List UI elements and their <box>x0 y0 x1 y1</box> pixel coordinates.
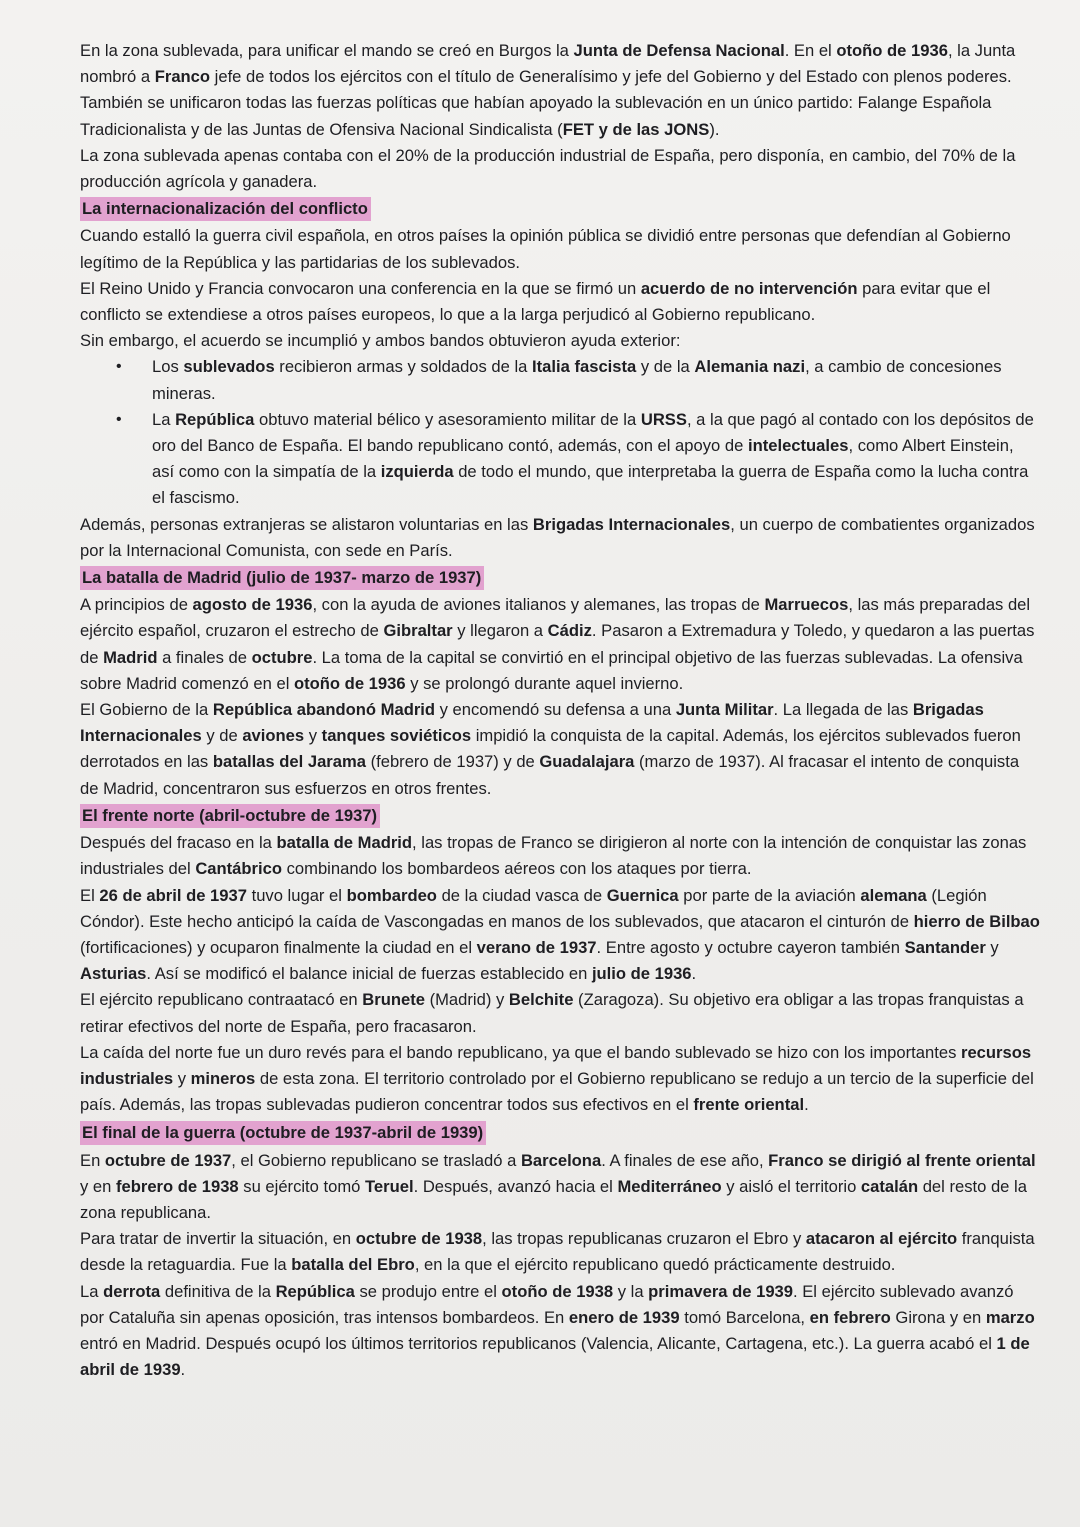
bold-term: verano de 1937 <box>476 937 597 957</box>
bold-term: 26 de abril de 1937 <box>99 885 247 905</box>
bold-term: mineros <box>190 1068 256 1088</box>
bold-term: Italia fascista <box>532 357 637 377</box>
bullet-icon: • <box>116 358 122 376</box>
norte-paragraph-3: El ejército republicano contraatacó en Brunete (Madrid) y Belchite (Zaragoza). Su objetivo era obligar a las tropas franquistas a retirar efectivos del norte de España, pero fracasaron. <box>80 990 1024 1036</box>
bold-term: enero de 1939 <box>568 1307 680 1327</box>
bold-term: sublevados <box>183 357 275 377</box>
bold-term: octubre <box>251 647 313 667</box>
bold-term: agosto de 1936 <box>192 595 313 615</box>
bold-term: batalla del Ebro <box>291 1255 415 1275</box>
internacionalizacion-paragraph-4: Además, personas extranjeras se alistaron voluntarias en las Brigadas Internacionales, un cuerpo de combatientes organizados por la Internacional Comunista, con sede en París. <box>80 514 1035 560</box>
bold-term: Alemania nazi <box>694 357 806 377</box>
bold-term: Marruecos <box>764 595 849 615</box>
section-heading-internacionalizacion <box>80 196 1040 222</box>
bold-term: bombardeo <box>346 885 437 905</box>
bold-term: Cantábrico <box>195 859 282 879</box>
list-item <box>80 407 1040 512</box>
bold-term: Belchite <box>508 990 574 1010</box>
final-paragraph-2: Para tratar de invertir la situación, en octubre de 1938, las tropas republicanas cruzaron el Ebro y atacaron al ejército franquista desde la retaguardia. Fue la batalla del Ebro, en la que el ejército republicano quedó prácticamente destruido. <box>80 1229 1035 1275</box>
bold-term: aviones <box>242 726 305 746</box>
internacionalizacion-paragraph-3: Sin embargo, el acuerdo se incumplió y ambos bandos obtuvieron ayuda exterior: <box>80 331 681 351</box>
bold-term: Junta de Defensa Nacional <box>573 41 785 60</box>
bold-term: octubre de 1937 <box>104 1150 232 1170</box>
bullet-icon: • <box>116 410 122 428</box>
bold-term: Franco <box>154 67 211 87</box>
bold-term: República <box>275 1281 355 1301</box>
bold-term: Santander <box>904 937 986 957</box>
bullet-text-republica: La República obtuvo material bélico y asesoramiento militar de la URSS, a la que pagó al contado con los depósitos de oro del Banco de España. El bando republicano contó, además, con el apoyo de intelectuales, como Albert Einstein, así como con la simpatía de la izquierda de todo el mundo, que interpretaba la guerra de España como la lucha contra el fascismo. <box>152 409 1034 508</box>
bold-term: primavera de 1939 <box>648 1281 794 1301</box>
bold-term: Barcelona <box>520 1150 602 1170</box>
bold-term: atacaron al ejército <box>805 1229 958 1249</box>
list-item <box>80 354 1040 406</box>
intro-paragraph-1: En la zona sublevada, para unificar el mando se creó en Burgos la Junta de Defensa Nacional. En el otoño de 1936, la Junta nombró a Franco jefe de todos los ejércitos con el título de Generalísimo y jefe del Gobierno y del Estado con plenos poderes. También se unificaron todas las fuerzas políticas que habían apoyado la sublevación en un único partido: Falange Española Tradicionalista y de las Juntas de Ofensiva Nacional Sindicalista (FET y de las JONS). <box>80 41 1016 139</box>
bold-term: 1 de abril de 1939 <box>80 1333 1030 1380</box>
ayuda-exterior-list <box>80 354 1040 511</box>
intro-paragraph-2: La zona sublevada apenas contaba con el 20% de la producción industrial de España, pero disponía, en cambio, del 70% de la producción agrícola y ganadera. <box>80 145 1016 192</box>
bold-term: Teruel <box>365 1176 414 1196</box>
norte-paragraph-4: La caída del norte fue un duro revés para el bando republicano, ya que el bando sublevado se hizo con los importantes recursos industriales y mineros de esta zona. El territorio controlado por el Gobierno republicano se redujo a un tercio de la superficie del país. Además, las tropas sublevadas pudieron concentrar todos sus efectivos en el frente oriental. <box>80 1042 1034 1115</box>
final-paragraph-3: La derrota definitiva de la República se produjo entre el otoño de 1938 y la primavera de 1939. El ejército sublevado avanzó por Cataluña sin apenas oposición, tras intensos bombardeos. En enero de 1939 tomó Barcelona, en febrero Girona y en marzo entró en Madrid. Después ocupó los últimos territorios republicanos (Valencia, Alicante, Cartagena, etc.). La guerra acabó el 1 de abril de 1939. <box>80 1281 1035 1380</box>
document-body <box>80 38 1040 1383</box>
section-heading-madrid <box>80 565 1040 591</box>
bold-term: Franco <box>768 1150 824 1170</box>
bold-term: febrero de 1938 <box>115 1176 239 1196</box>
bold-term: catalán <box>860 1176 919 1196</box>
heading-internacionalizacion: La internacionalización del conflicto <box>80 197 371 221</box>
internacionalizacion-paragraph-1: Cuando estalló la guerra civil española, en otros países la opinión pública se dividió entre personas que defendían al Gobierno legítimo de la República y las partidarias de los sublevados. <box>80 226 1011 272</box>
bold-term: FET y de las JONS <box>562 119 710 139</box>
bold-term: izquierda <box>380 462 454 482</box>
madrid-paragraph-1: A principios de agosto de 1936, con la ayuda de aviones italianos y alemanes, las tropas de Marruecos, las más preparadas del ejército español, cruzaron el estrecho de Gibraltar y llegaron a Cádiz. Pasaron a Extremadura y Toledo, y quedaron a las puertas de Madrid a finales de octubre. La toma de la capital se convirtió en el principal objetivo de las fuerzas sublevadas. La ofensiva sobre Madrid comenzó en el otoño de 1936 y se prolongó durante aquel invierno. <box>80 595 1035 693</box>
bold-term: Asturias <box>80 964 147 984</box>
bold-term: Gibraltar <box>383 621 453 641</box>
heading-norte: El frente norte (abril-octubre de 1937) <box>80 804 380 828</box>
bold-term: recursos industriales <box>80 1042 1032 1088</box>
bold-term: Junta Militar <box>675 700 774 720</box>
bold-term: URSS <box>640 409 687 429</box>
bold-term: Brigadas Internacionales <box>80 700 984 746</box>
bold-term: intelectuales <box>747 436 849 456</box>
bold-term: derrota <box>103 1281 161 1301</box>
bold-term: batalla de Madrid <box>276 833 413 853</box>
bold-term: batallas del Jarama <box>212 752 366 772</box>
bold-term: Guadalajara <box>539 752 635 772</box>
bold-term: frente oriental <box>693 1095 805 1115</box>
bullet-text-sublevados: Los sublevados recibieron armas y soldados de la Italia fascista y de la Alemania nazi, a cambio de concesiones mineras. <box>152 357 1002 403</box>
bold-term: Mediterráneo <box>617 1176 722 1196</box>
bold-term: julio de 1936 <box>591 964 692 984</box>
norte-paragraph-1: Después del fracaso en la batalla de Madrid, las tropas de Franco se dirigieron al norte con la intención de conquistar las zonas industriales del Cantábrico combinando los bombardeos aéreos con los ataques por tierra. <box>80 833 1027 879</box>
bold-term: Brunete <box>362 990 425 1010</box>
bold-term: en febrero <box>809 1307 891 1327</box>
bold-term: otoño de 1938 <box>501 1281 614 1301</box>
bold-term: otoño de 1936 <box>294 673 406 693</box>
heading-madrid: La batalla de Madrid (julio de 1937- marzo de 1937) <box>80 566 484 590</box>
madrid-paragraph-2: El Gobierno de la República abandonó Madrid y encomendó su defensa a una Junta Militar. La llegada de las Brigadas Internacionales y de aviones y tanques soviéticos impidió la conquista de la capital. Además, los ejércitos sublevados fueron derrotados en las batallas del Jarama (febrero de 1937) y de Guadalajara (marzo de 1937). Al fracasar el intento de conquista de Madrid, concentraron sus esfuerzos en otros frentes. <box>80 700 1021 798</box>
section-heading-final <box>80 1120 1040 1146</box>
bold-term: se dirigió al frente oriental <box>828 1150 1036 1170</box>
bold-term: hierro de Bilbao <box>913 911 1040 931</box>
bold-term: Guernica <box>606 885 679 905</box>
bold-term: Madrid <box>103 647 158 667</box>
bold-term: República abandonó Madrid <box>212 700 436 720</box>
final-paragraph-1: En octubre de 1937, el Gobierno republicano se trasladó a Barcelona. A finales de ese año, Franco se dirigió al frente oriental y en febrero de 1938 su ejército tomó Teruel. Después, avanzó hacia el Mediterráneo y aisló el territorio catalán del resto de la zona republicana. <box>80 1150 1036 1222</box>
bold-term: octubre de 1938 <box>355 1229 483 1249</box>
section-heading-norte <box>80 803 1040 829</box>
bold-term: Brigadas Internacionales <box>532 514 731 534</box>
bold-term: alemana <box>860 885 927 905</box>
bold-term: otoño de 1936 <box>836 41 948 60</box>
bold-term: República <box>175 409 255 429</box>
heading-final: El final de la guerra (octubre de 1937-abril de 1939) <box>80 1121 486 1145</box>
norte-paragraph-2: El 26 de abril de 1937 tuvo lugar el bombardeo de la ciudad vasca de Guernica por parte de la aviación alemana (Legión Cóndor). Este hecho anticipó la caída de Vascongadas en manos de los sublevados, que atacaron el cinturón de hierro de Bilbao (fortificaciones) y ocuparon finalmente la ciudad en el verano de 1937. Entre agosto y octubre cayeron también Santander y Asturias. Así se modificó el balance inicial de fuerzas establecido en julio de 1936. <box>80 885 1040 984</box>
bold-term: marzo <box>985 1307 1035 1327</box>
internacionalizacion-paragraph-2: El Reino Unido y Francia convocaron una conferencia en la que se firmó un acuerdo de no intervención para evitar que el conflicto se extendiese a otros países europeos, lo que a la larga perjudicó al Gobierno republicano. <box>80 278 991 325</box>
bold-term: Cádiz <box>547 621 592 641</box>
bold-term: tanques soviéticos <box>321 726 472 746</box>
bold-term: acuerdo de no intervención <box>640 278 858 298</box>
